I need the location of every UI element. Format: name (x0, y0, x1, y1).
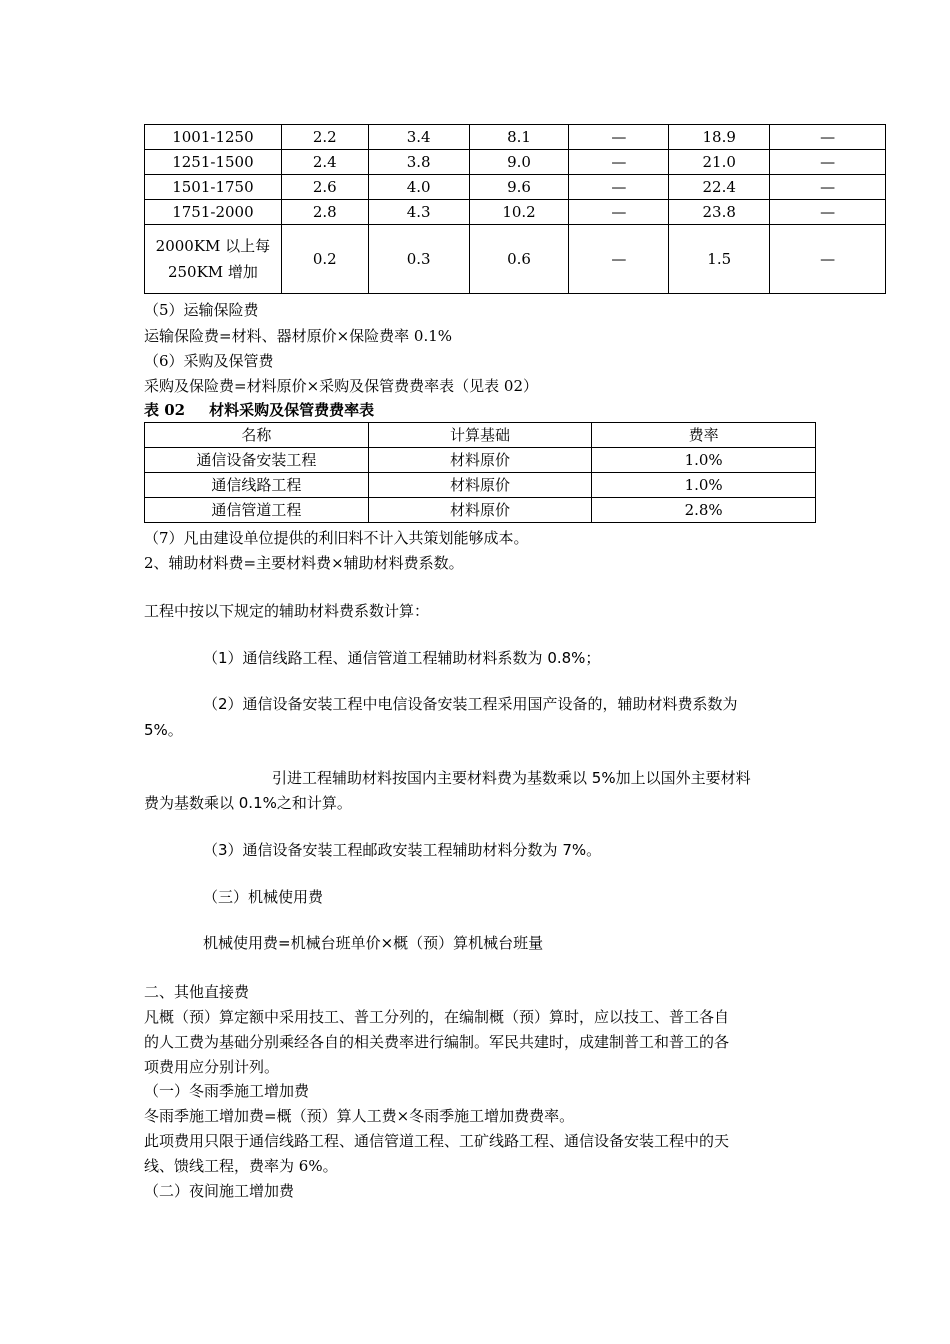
table-row (145, 473, 816, 498)
section-heading: （5）运输保险费 (144, 301, 259, 319)
table-cell: 1251-1500 (145, 150, 282, 175)
paragraph: 此项费用只限于通信线路工程、通信管道工程、工矿线路工程、通信设备安装工程中的天 (144, 1132, 730, 1150)
formula-text: 2、辅助材料费=主要材料费×辅助材料费系数。 (144, 554, 464, 572)
table-cell: 通信设备安装工程 (145, 448, 369, 473)
paragraph: 工程中按以下规定的辅助材料费系数计算： (144, 602, 430, 620)
table-cell: 0.3 (368, 225, 469, 294)
paragraph-continuation: 费为基数乘以 0.1%之和计算。 (144, 794, 352, 812)
table-cell: — (569, 150, 669, 175)
paragraph: 项费用应分别计列。 (144, 1058, 280, 1076)
table-cell: — (569, 175, 669, 200)
table-cell: 22.4 (669, 175, 770, 200)
table-cell: 2.8 (281, 200, 368, 225)
table-cell: 3.8 (368, 150, 469, 175)
table-cell: 21.0 (669, 150, 770, 175)
table-row (145, 225, 886, 294)
table-cell: 通信线路工程 (145, 473, 369, 498)
table-cell: — (770, 150, 886, 175)
table-cell: 2.6 (281, 175, 368, 200)
table-row (145, 200, 886, 225)
table-row (145, 150, 886, 175)
table-cell: 1.5 (669, 225, 770, 294)
table-header-row (145, 423, 816, 448)
table-cell: 10.2 (469, 200, 569, 225)
paragraph: 引进工程辅助材料按国内主要材料费为基数乘以 5%加上以国外主要材料 (272, 769, 751, 787)
list-item: （3）通信设备安装工程邮政安装工程辅助材料分数为 7%。 (203, 841, 602, 859)
table-cell: 1001-1250 (145, 125, 282, 150)
procurement-rate-table (144, 422, 816, 523)
table-cell: 8.1 (469, 125, 569, 150)
table-cell: 1.0% (592, 448, 816, 473)
table-cell: 材料原价 (368, 448, 592, 473)
table-cell: 23.8 (669, 200, 770, 225)
formula-text: 采购及保险费=材料原价×采购及保管费费率表（见表 02） (144, 377, 538, 395)
table-row (145, 498, 816, 523)
paragraph: 线、馈线工程，费率为 6%。 (144, 1157, 338, 1175)
cell-text-line: 2000KM 以上每 (155, 237, 271, 255)
table-cell: — (569, 125, 669, 150)
table-cell: 1.0% (592, 473, 816, 498)
list-item: （2）通信设备安装工程中电信设备安装工程采用国产设备的，辅助材料费系数为 (203, 695, 738, 713)
table-cell: 0.2 (281, 225, 368, 294)
table-cell: — (569, 200, 669, 225)
table-cell: — (770, 225, 886, 294)
cell-text-line: 250KM 增加 (167, 263, 258, 281)
table-row (145, 175, 886, 200)
table-cell: 0.6 (469, 225, 569, 294)
table-caption-number: 表 02 (144, 401, 186, 419)
table-row (145, 448, 816, 473)
table-cell (145, 225, 282, 294)
formula-text: 冬雨季施工增加费=概（预）算人工费×冬雨季施工增加费费率。 (144, 1107, 575, 1125)
table-cell: 18.9 (669, 125, 770, 150)
table-cell: 4.3 (368, 200, 469, 225)
table-cell: 4.0 (368, 175, 469, 200)
list-item-continuation: 5%。 (144, 721, 183, 739)
table-cell: — (770, 175, 886, 200)
list-item: （1）通信线路工程、通信管道工程辅助材料系数为 0.8%； (203, 649, 601, 667)
table-row (145, 125, 886, 150)
column-header: 名称 (145, 423, 369, 448)
table-cell: 2.8% (592, 498, 816, 523)
section-heading: （二）夜间施工增加费 (144, 1182, 295, 1200)
table-cell: 材料原价 (368, 473, 592, 498)
section-heading: （三）机械使用费 (203, 888, 324, 906)
section-heading: 二、其他直接费 (144, 983, 250, 1001)
column-header: 计算基础 (368, 423, 592, 448)
table-cell: 2.4 (281, 150, 368, 175)
column-header: 费率 (592, 423, 816, 448)
section-heading: （6）采购及保管费 (144, 352, 274, 370)
table-cell: 2.2 (281, 125, 368, 150)
table-cell: — (770, 200, 886, 225)
table-cell: 9.6 (469, 175, 569, 200)
table-cell: 3.4 (368, 125, 469, 150)
table-cell: 材料原价 (368, 498, 592, 523)
paragraph: 的人工费为基础分别乘经各自的相关费率进行编制。军民共建时，成建制普工和普工的各 (144, 1033, 730, 1051)
table-caption (144, 400, 374, 420)
formula-text: 运输保险费=材料、器材原价×保险费率 0.1% (144, 327, 453, 345)
formula-text: 机械使用费=机械台班单价×概（预）算机械台班量 (203, 934, 544, 952)
table-cell: 1751-2000 (145, 200, 282, 225)
freight-rate-table (144, 124, 886, 294)
note-text: （7）凡由建设单位提供的利旧料不计入共策划能够成本。 (144, 529, 529, 547)
table-cell: 通信管道工程 (145, 498, 369, 523)
table-cell: 9.0 (469, 150, 569, 175)
table-cell: 1501-1750 (145, 175, 282, 200)
paragraph: 凡概（预）算定额中采用技工、普工分列的，在编制概（预）算时，应以技工、普工各自 (144, 1008, 730, 1026)
table-cell: — (569, 225, 669, 294)
table-cell: — (770, 125, 886, 150)
table-caption-title: 材料采购及保管费费率表 (209, 401, 375, 419)
section-heading: （一）冬雨季施工增加费 (144, 1082, 310, 1100)
